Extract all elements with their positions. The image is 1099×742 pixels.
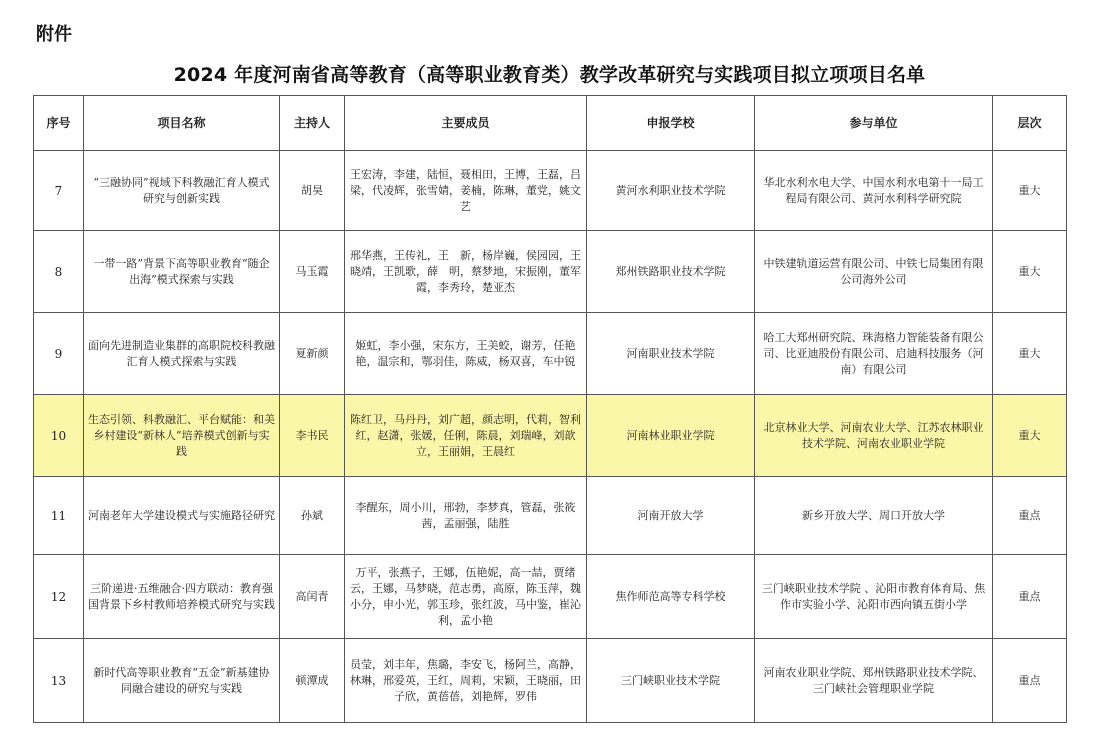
table-row — [34, 231, 1067, 313]
cell-host: 顿潭成 — [280, 639, 345, 723]
table-row — [34, 151, 1067, 231]
cell-project-name: 三阶递进·五维融合·四方联动：教育强国背景下乡村教师培养模式研究与实践 — [84, 555, 280, 639]
header-project-name: 项目名称 — [84, 96, 280, 151]
cell-members: 姬虹，李小强，宋东方，王美蛟，谢芳，任艳艳，温宗和，鄂羽佳，陈威，杨双喜，车中锐 — [345, 313, 587, 395]
cell-partners: 北京林业大学、河南农业大学、江苏农林职业技术学院、河南农业职业学院 — [755, 395, 993, 477]
cell-project-name: 新时代高等职业教育“五金”新基建协同融合建设的研究与实践 — [84, 639, 280, 723]
header-seq: 序号 — [34, 96, 84, 151]
cell-partners: 新乡开放大学、周口开放大学 — [755, 477, 993, 555]
cell-school: 黄河水利职业技术学院 — [587, 151, 755, 231]
cell-project-name: 河南老年大学建设模式与实施路径研究 — [84, 477, 280, 555]
cell-level: 重大 — [993, 231, 1067, 313]
cell-host: 夏新颜 — [280, 313, 345, 395]
cell-members: 王宏涛，李建，陆恒，聂相田，王博，王磊，吕梁，代凌辉，张雪婧，姜楠，陈琳，董党，姚文艺 — [345, 151, 587, 231]
cell-members: 万平，张燕子，王娜，伍艳妮，高一喆，贾绪云，王娜，马梦晓，范志勇，高原，陈玉萍，魏小分，申小光，郭玉珍，张红波，马中鉴，崔沁利，孟小艳 — [345, 555, 587, 639]
project-table — [33, 95, 1067, 723]
cell-host: 高闰青 — [280, 555, 345, 639]
cell-level: 重大 — [993, 395, 1067, 477]
table-row — [34, 313, 1067, 395]
cell-seq: 9 — [34, 313, 84, 395]
cell-members: 陈红卫，马丹丹，刘广超，颜志明，代莉，智利红，赵潇，张媛，任俐，陈晨，刘瑞峰，刘歆立，王丽娟，王晨红 — [345, 395, 587, 477]
table-row — [34, 639, 1067, 723]
cell-school: 三门峡职业技术学院 — [587, 639, 755, 723]
table-header-row — [34, 96, 1067, 151]
cell-level: 重点 — [993, 639, 1067, 723]
cell-school: 焦作师范高等专科学校 — [587, 555, 755, 639]
cell-members: 邢华燕，王传礼，王 新，杨岸巍，侯园园，王晓靖，王凯歌，薛 明，蔡梦地，宋振刚，董军霞，李秀玲，楚亚杰 — [345, 231, 587, 313]
table-row — [34, 477, 1067, 555]
cell-school: 郑州铁路职业技术学院 — [587, 231, 755, 313]
cell-host: 胡昊 — [280, 151, 345, 231]
table-row-highlighted — [34, 395, 1067, 477]
cell-level: 重大 — [993, 151, 1067, 231]
header-partners: 参与单位 — [755, 96, 993, 151]
cell-partners: 中铁建轨道运营有限公司、中铁七局集团有限公司海外公司 — [755, 231, 993, 313]
attachment-label: 附件 — [36, 24, 72, 45]
cell-seq: 12 — [34, 555, 84, 639]
cell-members: 李醒东，周小川，邢勃，李梦真，管磊，张筱茜，孟丽强，陆胜 — [345, 477, 587, 555]
header-level: 层次 — [993, 96, 1067, 151]
cell-project-name: 面向先进制造业集群的高职院校科教融汇育人模式探索与实践 — [84, 313, 280, 395]
cell-host: 李书民 — [280, 395, 345, 477]
cell-seq: 11 — [34, 477, 84, 555]
cell-partners: 哈工大郑州研究院、珠海格力智能装备有限公司、比亚迪股份有限公司、启迪科技服务（河南）有限公司 — [755, 313, 993, 395]
document-title: 2024 年度河南省高等教育（高等职业教育类）教学改革研究与实践项目拟立项项目名单 — [173, 64, 926, 86]
cell-seq: 7 — [34, 151, 84, 231]
cell-partners: 华北水利水电大学、中国水利水电第十一局工程局有限公司、黄河水利科学研究院 — [755, 151, 993, 231]
cell-school: 河南开放大学 — [587, 477, 755, 555]
cell-level: 重点 — [993, 555, 1067, 639]
header-members: 主要成员 — [345, 96, 587, 151]
cell-host: 孙斌 — [280, 477, 345, 555]
cell-seq: 10 — [34, 395, 84, 477]
cell-project-name: 一带一路”背景下高等职业教育“随企出海”模式探索与实践 — [84, 231, 280, 313]
cell-members: 员莹，刘丰年，焦璐，李安飞，杨阿兰，高静，林琳，邢爱英，王红，周莉，宋颖，王晓丽，田子欣，黄蓓蓓，刘艳辉，罗伟 — [345, 639, 587, 723]
cell-seq: 8 — [34, 231, 84, 313]
cell-partners: 河南农业职业学院、郑州铁路职业技术学院、三门峡社会管理职业学院 — [755, 639, 993, 723]
cell-project-name: “三融协同”视域下科教融汇育人模式研究与创新实践 — [84, 151, 280, 231]
cell-school: 河南林业职业学院 — [587, 395, 755, 477]
cell-host: 马玉霞 — [280, 231, 345, 313]
cell-project-name: 生态引领、科教融汇、平台赋能：和美乡村建设“新林人”培养模式创新与实践 — [84, 395, 280, 477]
cell-partners: 三门峡职业技术学院 、沁阳市教育体育局、焦作市实验小学、沁阳市西向镇五街小学 — [755, 555, 993, 639]
cell-school: 河南职业技术学院 — [587, 313, 755, 395]
cell-level: 重点 — [993, 477, 1067, 555]
header-school: 申报学校 — [587, 96, 755, 151]
cell-seq: 13 — [34, 639, 84, 723]
header-host: 主持人 — [280, 96, 345, 151]
table-row — [34, 555, 1067, 639]
cell-level: 重大 — [993, 313, 1067, 395]
